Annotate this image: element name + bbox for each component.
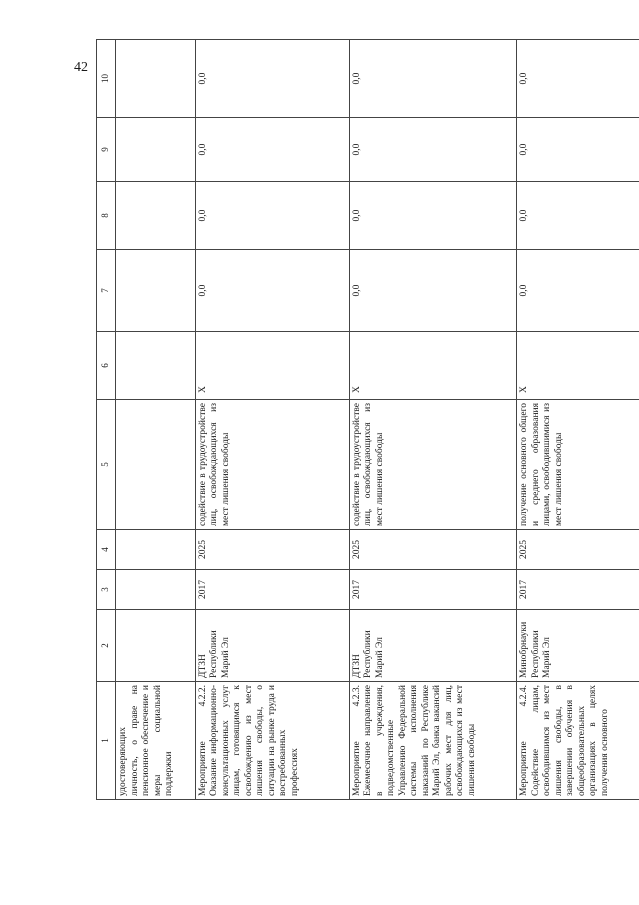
header-cell: 4 [97,530,116,570]
end-year-cell [116,530,196,570]
header-cell: 1 [97,682,116,800]
col8-cell [116,182,196,250]
table-row [195,40,349,800]
activity-cell: удостоверяющих личность, о праве на пенсионное обеспечение и меры социальной поддержки [116,682,196,800]
result-cell: содействие в трудоустройстве лиц, освобождающихся из мест лишения свободы [349,400,517,530]
col7-cell: 0,0 [195,250,349,332]
col6-cell: X [195,332,349,400]
activity-cell: Мероприятие 4.2.2. Оказание информационно-консультационных услуг лицам, готовящимся к освобождению из мест лишения свободы, о ситуации на рынке труда и востребованных профессиях [195,682,349,800]
col7-cell: 0,0 [517,250,639,332]
start-year-cell [116,570,196,610]
header-cell: 3 [97,570,116,610]
start-year-cell: 2017 [349,570,517,610]
col9-cell [116,118,196,182]
col6-cell [116,332,196,400]
executor-cell [116,610,196,682]
col8-cell: 0,0 [195,182,349,250]
col6-cell: X [517,332,639,400]
header-cell: 6 [97,332,116,400]
start-year-cell: 2017 [517,570,639,610]
col8-cell: 0,0 [517,182,639,250]
col9-cell: 0,0 [349,118,517,182]
table-row [116,40,196,800]
header-cell: 5 [97,400,116,530]
rotated-table-container [96,40,639,800]
activity-cell: Мероприятие 4.2.4. Содействие лицам, освободившимся из мест лишения свободы, в завершении обучения в общеобразовательных организациях в целях получения основного [517,682,639,800]
header-cell: 10 [97,40,116,118]
executor-cell: Минобрнауки Республики Марий Эл [517,610,639,682]
col10-cell: 0,0 [517,40,639,118]
executor-cell: ДТЗН Республики Марий Эл [195,610,349,682]
page-number: 42 [74,60,88,75]
result-cell [116,400,196,530]
result-cell: содействие в трудоустройстве лиц, освобождающихся из мест лишения свободы [195,400,349,530]
table-header-row [97,40,116,800]
table-row [349,40,517,800]
end-year-cell: 2025 [195,530,349,570]
header-cell: 8 [97,182,116,250]
executor-cell: ДТЗН Республики Марий Эл [349,610,517,682]
table-row [517,40,639,800]
activity-cell: Мероприятие 4.2.3. Ежемесячное направление в учреждения, подведомственные Управлению Федеральной системы исполнения наказаний по Республике Марий Эл, банка вакансий рабочих мест для лиц, освобождающихся из мест лишения свободы [349,682,517,800]
header-cell: 9 [97,118,116,182]
header-cell: 7 [97,250,116,332]
end-year-cell: 2025 [349,530,517,570]
col10-cell [116,40,196,118]
start-year-cell: 2017 [195,570,349,610]
result-cell: получение основного общего и среднего образования лицами, освободившимися из мест лишения свободы [517,400,639,530]
col10-cell: 0,0 [349,40,517,118]
col9-cell: 0,0 [195,118,349,182]
col7-cell: 0,0 [349,250,517,332]
col8-cell: 0,0 [349,182,517,250]
col9-cell: 0,0 [517,118,639,182]
header-cell: 2 [97,610,116,682]
program-activities-table [96,39,639,800]
col6-cell: X [349,332,517,400]
col10-cell: 0,0 [195,40,349,118]
col7-cell [116,250,196,332]
end-year-cell: 2025 [517,530,639,570]
